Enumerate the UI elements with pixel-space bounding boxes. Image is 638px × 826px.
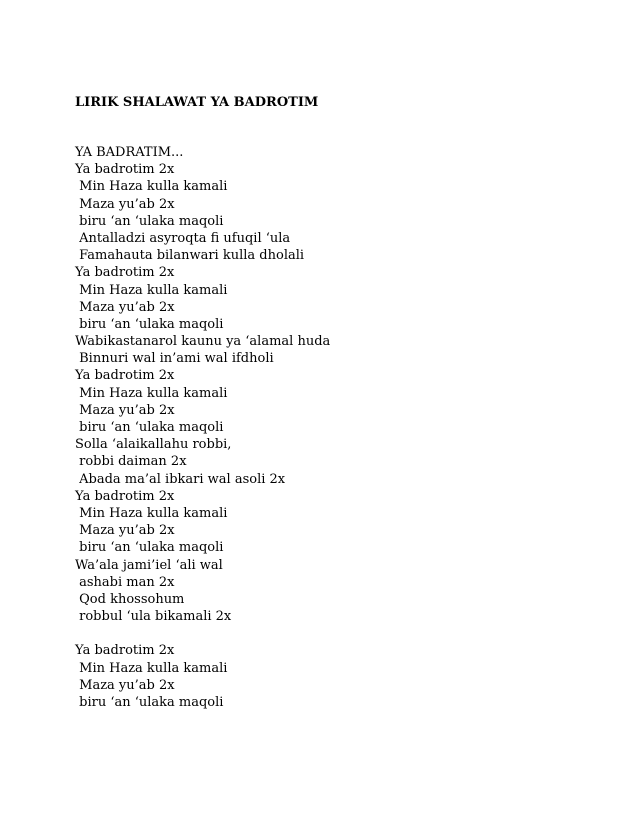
- lyric-line: Qod khossohum: [75, 591, 185, 607]
- lyric-line: YA BADRATIM...: [75, 145, 184, 160]
- lyric-line: Min Haza kulla kamali: [75, 385, 228, 401]
- lyric-line: ashabi man 2x: [75, 574, 175, 590]
- lyric-line: Famahauta bilanwari kulla dholali: [75, 248, 305, 264]
- lyric-line: Wabikastanarol kaunu ya ‘alamal huda: [75, 334, 331, 350]
- lyric-line: Antalladzi asyroqta fi ufuqil ‘ula: [75, 230, 291, 246]
- lyric-line: biru ‘an ‘ulaka maqoli: [75, 540, 224, 556]
- lyric-line: Min Haza kulla kamali: [75, 505, 228, 521]
- lyric-line: Ya badrotim 2x: [75, 265, 175, 281]
- lyric-line: Maza yu’ab 2x: [75, 299, 175, 315]
- lyric-line: [75, 625, 330, 642]
- lyric-line: biru ‘an ‘ulaka maqoli: [75, 420, 224, 435]
- lyric-line: Abada ma’al ibkari wal asoli 2x: [75, 471, 286, 487]
- lyric-line: biru ‘an ‘ulaka maqoli: [75, 213, 224, 229]
- lyric-line: Ya badrotim 2x: [75, 488, 175, 504]
- lyric-line: robbul ‘ula bikamali 2x: [75, 609, 232, 625]
- lyric-line: robbi daiman 2x: [75, 454, 187, 470]
- document-title: LIRIK SHALAWAT YA BADROTIM: [75, 95, 319, 110]
- lyric-line: biru ‘an ‘ulaka maqoli: [75, 695, 224, 710]
- lyric-line: Maza yu’ab 2x: [75, 677, 175, 693]
- lyric-line: Min Haza kulla kamali: [75, 282, 228, 298]
- lyric-line: biru ‘an ‘ulaka maqoli: [75, 316, 224, 332]
- lyric-line: Maza yu’ab 2x: [75, 402, 175, 418]
- lyric-line: Min Haza kulla kamali: [75, 660, 228, 676]
- lyric-line: Solla ‘alaikallahu robbi,: [75, 437, 232, 453]
- lyric-line: Ya badrotim 2x: [75, 368, 175, 384]
- lyric-line: Min Haza kulla kamali: [75, 179, 228, 195]
- lyric-line: Binnuri wal in’ami wal ifdholi: [75, 351, 274, 367]
- lyrics-body: [75, 144, 330, 711]
- lyric-line: Maza yu’ab 2x: [75, 523, 175, 539]
- lyric-line: Wa’ala jami’iel ‘ali wal: [75, 557, 223, 573]
- lyric-line: Ya badrotim 2x: [75, 162, 175, 178]
- lyric-line: Ya badrotim 2x: [75, 643, 175, 659]
- lyric-line: Maza yu’ab 2x: [75, 196, 175, 212]
